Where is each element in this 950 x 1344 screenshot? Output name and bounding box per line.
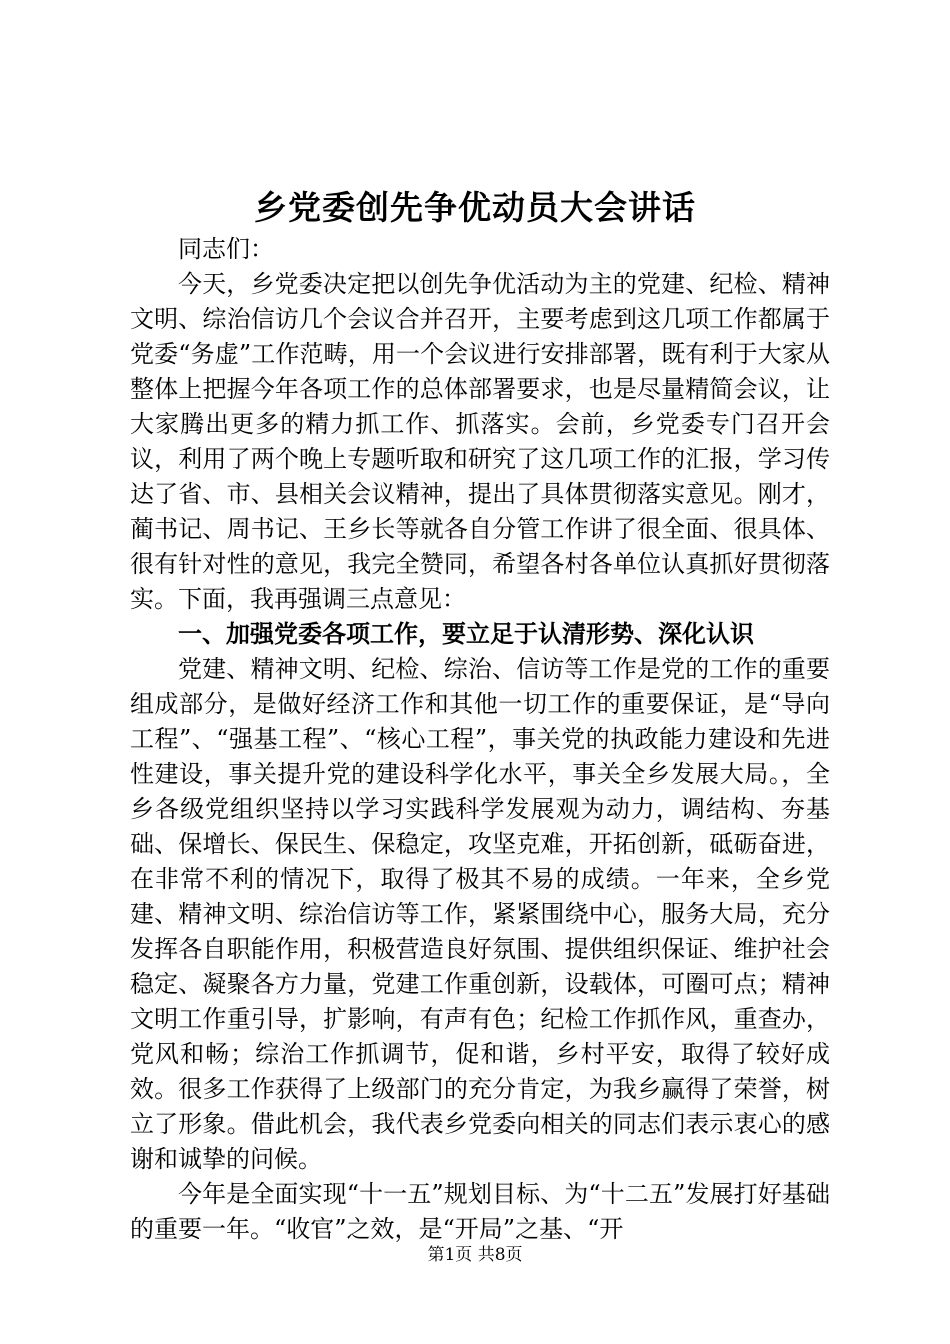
section-heading-1: 一、加强党委各项工作，要立足于认清形势、深化认识 (178, 620, 754, 648)
document-body (130, 232, 830, 1247)
paragraph-salutation: 同志们： (178, 235, 274, 263)
paragraph-section-1-cont: 今年是全面实现“十一五”规划目标、为“十二五”发展打好基础的重要一年。“收官”之效，是“开局”之基、“开 (130, 1180, 830, 1243)
paragraph-section-1: 党建、精神文明、纪检、综治、信访等工作是党的工作的重要组成部分，是做好经济工作和其他一切工作的重要保证，是“导向工程”、“强基工程”、“核心工程”，事关党的执政能力建设和先进性建设，事关提升党的建设科学化水平，事关全乡发展大局。，全乡各级党组织坚持以学习实践科学发展观为动力，调结构、夯基础、保增长、保民生、保稳定，攻坚克难，开拓创新，砥砺奋进，在非常不利的情况下，取得了极其不易的成绩。一年来，全乡党建、精神文明、综治信访等工作，紧紧围绕中心，服务大局，充分发挥各自职能作用，积极营造良好氛围、提供组织保证、维护社会稳定、凝聚各方力量，党建工作重创新，设载体，可圈可点；精神文明工作重引导，扩影响，有声有色；纪检工作抓作风，重查办，党风和畅；综治工作抓调节，促和谐，乡村平安，取得了较好成效。很多工作获得了上级部门的充分肯定，为我乡赢得了荣誉，树立了形象。借此机会，我代表乡党委向相关的同志们表示衷心的感谢和诚挚的问候。 (130, 655, 830, 1173)
document-title: 乡党委创先争优动员大会讲话 (254, 188, 696, 227)
paragraph-intro: 今天，乡党委决定把以创先争优活动为主的党建、纪检、精神文明、综治信访几个会议合并召开，主要考虑到这几项工作都属于党委“务虚”工作范畴，用一个会议进行安排部署，既有利于大家从整体上把握今年各项工作的总体部署要求，也是尽量精简会议，让大家腾出更多的精力抓工作、抓落实。会前，乡党委专门召开会议，利用了两个晚上专题听取和研究了这几项工作的汇报，学习传达了省、市、县相关会议精神，提出了具体贯彻落实意见。刚才，蔺书记、周书记、王乡长等就各自分管工作讲了很全面、很具体、很有针对性的意见，我完全赞同，希望各村各单位认真抓好贯彻落实。下面，我再强调三点意见： (130, 270, 830, 613)
page-number: 第1页 共8页 (427, 1245, 523, 1265)
